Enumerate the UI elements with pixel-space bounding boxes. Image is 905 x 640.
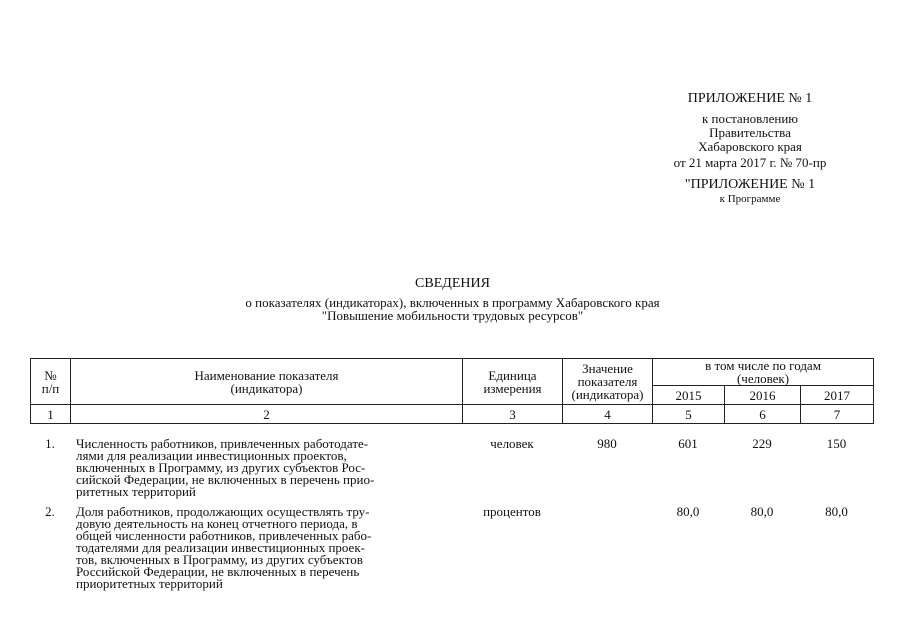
row-2017: 80,0: [825, 504, 848, 519]
row-name: Доля работников, продолжающих осуществлять тру- довую деятельность на конец отчетного периода, в общей численности работников, привлеченных рабо- тодателями для реализации инвестиционных проек- тов, включенных в Программу, из других субъектов Российской Федерации, не включенных в перечень приоритетных территорий: [76, 504, 372, 591]
colnum-5: 5: [653, 405, 725, 424]
row-name: Численность работников, привлеченных работодате- лями для реализации инвестиционных проектов, включенных в Программу, из других субъектов Рос- сийской Федерации, не включенных в перечень прио- ритетных территорий: [76, 436, 375, 499]
row-unit: процентов: [483, 504, 541, 519]
row-value: 980: [597, 436, 617, 451]
subtitle-line-2: "Повышение мобильности трудовых ресурсов": [321, 308, 584, 323]
row-no: 1.: [45, 436, 55, 451]
header-value: Значение показателя (индикатора): [563, 359, 653, 405]
appendix-header: [640, 92, 860, 206]
header-year-2015: 2015: [653, 386, 725, 405]
colnum-4: 4: [563, 405, 653, 424]
appendix-region: Хабаровского края: [698, 139, 802, 154]
row-2015: 80,0: [676, 504, 700, 519]
table-row: [30, 436, 873, 504]
colnum-2: 2: [71, 405, 463, 424]
row-2015: 601: [678, 436, 698, 451]
appendix-program-ref: к Программе: [719, 193, 781, 205]
header-year-2016: 2016: [725, 386, 801, 405]
row-2016: 229: [752, 436, 772, 451]
header-unit: Единица измерения: [463, 359, 563, 405]
appendix-decree: к постановлению: [701, 111, 799, 126]
document-title: СВЕДЕНИЯ: [415, 276, 490, 291]
row-no: 2.: [45, 504, 55, 519]
colnum-7: 7: [801, 405, 874, 424]
colnum-6: 6: [725, 405, 801, 424]
appendix-government: Правительства: [709, 125, 791, 140]
row-unit: человек: [490, 436, 534, 451]
table-row: [30, 504, 873, 596]
colnum-3: 3: [463, 405, 563, 424]
header-name: Наименование показателя (индикатора): [71, 359, 463, 405]
subtitle-line-1: о показателях (индикаторах), включенных в программу Хабаровского края: [245, 295, 660, 310]
appendix-title: ПРИЛОЖЕНИЕ № 1: [687, 91, 813, 106]
colnum-1: 1: [31, 405, 71, 424]
row-value: [562, 504, 652, 596]
header-years: в том числе по годам (человек): [653, 359, 874, 386]
indicators-table-body: [30, 436, 873, 596]
header-year-2017: 2017: [801, 386, 874, 405]
appendix-date: от 21 марта 2017 г. № 70-пр: [673, 155, 827, 170]
row-2017: 150: [826, 436, 847, 451]
header-no: № п/п: [31, 359, 71, 405]
row-2016: 80,0: [750, 504, 774, 519]
document-subtitle: [0, 296, 905, 322]
appendix-program-title: "ПРИЛОЖЕНИЕ № 1: [684, 177, 816, 192]
indicators-table-header: [30, 358, 874, 424]
